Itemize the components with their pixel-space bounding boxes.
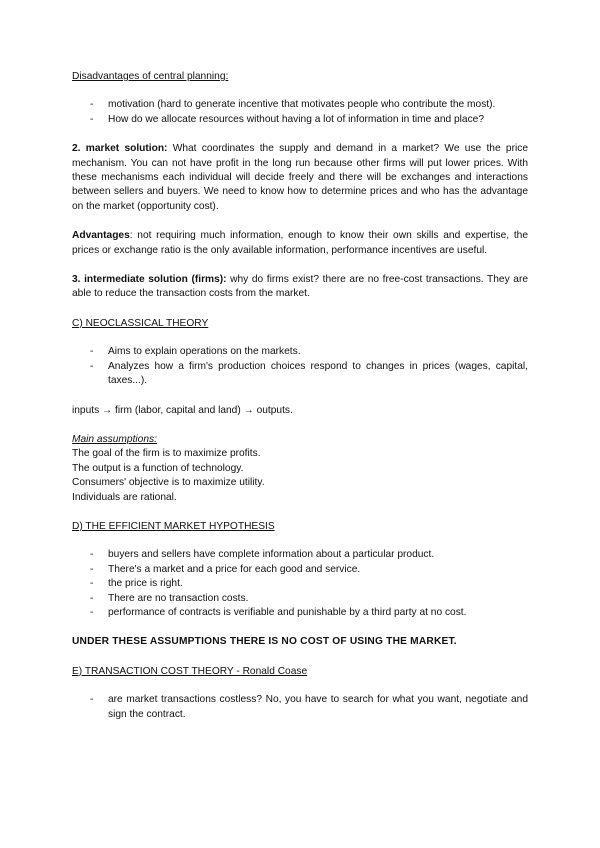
list-item: - How do we allocate resources without having a lot of information in time and place? — [72, 113, 528, 127]
central-planning-heading: Disadvantages of central planning: — [72, 71, 229, 82]
advantages-lead: Advantages — [72, 230, 130, 242]
list-item: - There's a market and a price for each good and service. — [72, 563, 528, 577]
assumption-line: Individuals are rational. — [72, 491, 177, 503]
neoclassical-list — [72, 345, 528, 388]
central-planning-list — [72, 98, 528, 127]
transaction-cost-heading: E) TRANSACTION COST THEORY - Ronald Coase — [72, 665, 308, 677]
list-item: - There are no transaction costs. — [72, 592, 528, 606]
production-formula: inputs → firm (labor, capital and land) → outputs. — [72, 404, 293, 416]
list-item: - buyers and sellers have complete information about a particular product. — [72, 548, 528, 562]
list-item: - the price is right. — [72, 577, 528, 591]
list-item: - performance of contracts is verifiable and punishable by a third party at no cost. — [72, 606, 528, 620]
intermediate-paragraph — [72, 273, 528, 302]
transaction-cost-list — [72, 693, 528, 722]
document-page — [72, 70, 528, 722]
intermediate-lead: 3. intermediate solution (firms): — [72, 274, 227, 286]
list-item: - motivation (hard to generate incentive that motivates people who contribute the most). — [72, 98, 528, 112]
advantages-text: : not requiring much information, enough to know their own skills and expertise, the prices or exchange ratio is the only available information, performance incentives are useful. — [72, 230, 528, 256]
market-solution-lead: 2. market solution: — [72, 143, 168, 155]
market-solution-paragraph — [72, 142, 528, 214]
list-item: - are market transactions costless? No, you have to search for what you want, negotiate and sign the contract. — [72, 693, 528, 722]
assumption-line: The goal of the firm is to maximize profits. — [72, 448, 261, 460]
advantages-paragraph — [72, 229, 528, 258]
market-solution-text: What coordinates the supply and demand in a market? We use the price mechanism. You can not have profit in the long run because other firms will put lower prices. With these mechanisms each individual will decide freely and there will be exchanges and interactions between sellers and buyers. We need to know how to determine prices and who has the advantage on the market (opportunity cost). — [72, 143, 528, 212]
efficient-market-list — [72, 548, 528, 620]
intermediate-text: why do firms exist? there are no free-cost transactions. They are able to reduce the transaction costs from the market. — [72, 274, 528, 300]
efficient-market-heading: D) THE EFFICIENT MARKET HYPOTHESIS — [72, 520, 275, 532]
assumptions-heading: Main assumptions: — [72, 433, 157, 445]
assumption-line: The output is a function of technology. — [72, 462, 244, 474]
neoclassical-heading: C) NEOCLASSICAL THEORY — [72, 317, 209, 329]
list-item: - Analyzes how a firm's production choices respond to changes in prices (wages, capital, taxes...). — [72, 360, 528, 389]
assumption-line: Consumers' objective is to maximize utility. — [72, 477, 265, 489]
efficient-market-conclusion: UNDER THESE ASSUMPTIONS THERE IS NO COST OF USING THE MARKET. — [72, 636, 457, 648]
list-item: - Aims to explain operations on the markets. — [72, 345, 528, 359]
